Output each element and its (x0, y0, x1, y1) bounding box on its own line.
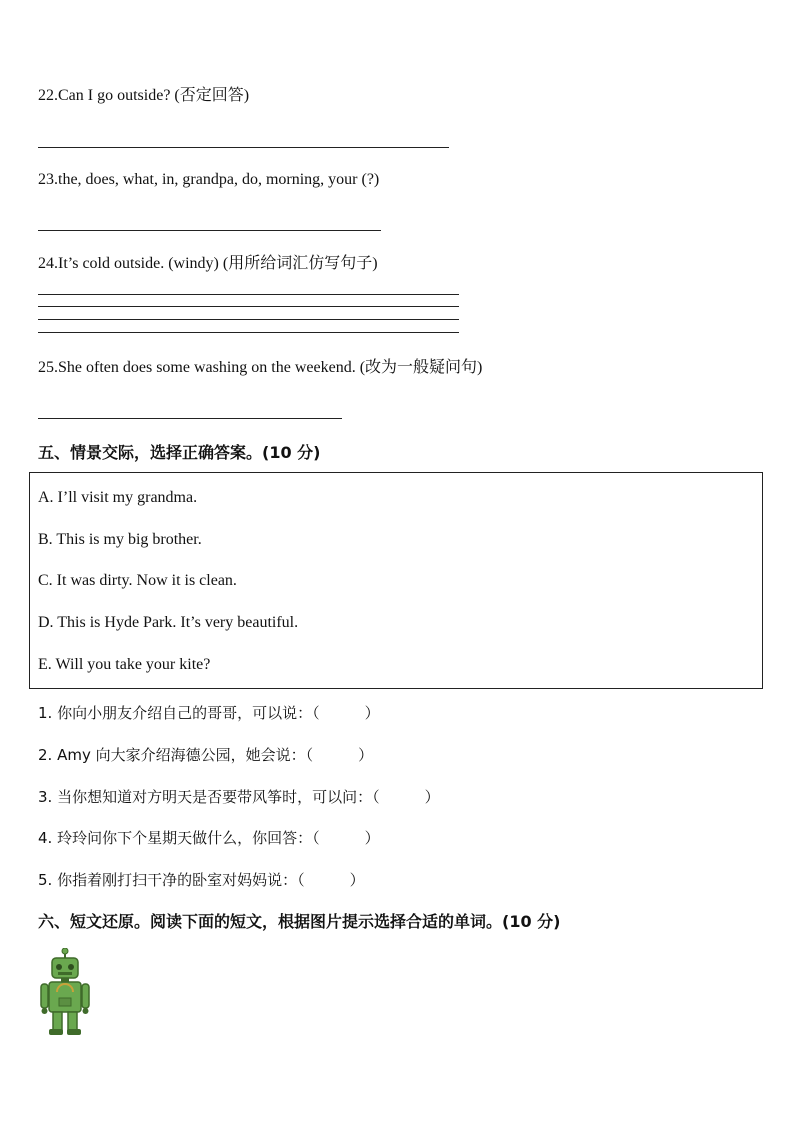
option-b: B. This is my big brother. (38, 531, 202, 548)
option-e: E. Will you take your kite? (38, 656, 211, 673)
mc-item-5[interactable]: 5. 你指着刚打扫干净的卧室对妈妈说：（ ） (38, 871, 365, 889)
question-22: 22.Can I go outside? (否定回答) (38, 87, 250, 104)
mc-item-4[interactable]: 4. 玲玲问你下个星期天做什么，你回答：（ ） (38, 829, 380, 847)
question-25: 25.She often does some washing on the weekend. (改为一般疑问句) (38, 359, 483, 376)
robot-icon (38, 948, 92, 1036)
answer-line-22[interactable] (38, 147, 449, 148)
answer-line-24b[interactable] (38, 306, 459, 307)
answer-line-25[interactable] (38, 418, 342, 419)
section-6-title: 六、短文还原。阅读下面的短文，根据图片提示选择合适的单词。(10 分) (38, 912, 561, 931)
mc-item-3[interactable]: 3. 当你想知道对方明天是否要带风筝时，可以问：（ ） (38, 788, 440, 806)
mc-item-1[interactable]: 1. 你向小朋友介绍自己的哥哥，可以说：（ ） (38, 704, 380, 722)
question-23: 23.the, does, what, in, grandpa, do, morning, your (?) (38, 171, 380, 188)
section-5-title: 五、情景交际，选择正确答案。(10 分) (38, 443, 321, 462)
answer-line-24a[interactable] (38, 294, 459, 295)
options-box (29, 472, 763, 689)
mc-item-2[interactable]: 2. Amy 向大家介绍海德公园，她会说：（ ） (38, 746, 374, 764)
answer-line-23[interactable] (38, 230, 381, 231)
answer-line-24d[interactable] (38, 332, 459, 333)
option-c: C. It was dirty. Now it is clean. (38, 572, 237, 589)
answer-line-24c[interactable] (38, 319, 459, 320)
option-d: D. This is Hyde Park. It’s very beautiful. (38, 614, 299, 631)
question-24: 24.It’s cold outside. (windy) (用所给词汇仿写句子) (38, 255, 378, 272)
option-a: A. I’ll visit my grandma. (38, 489, 198, 506)
